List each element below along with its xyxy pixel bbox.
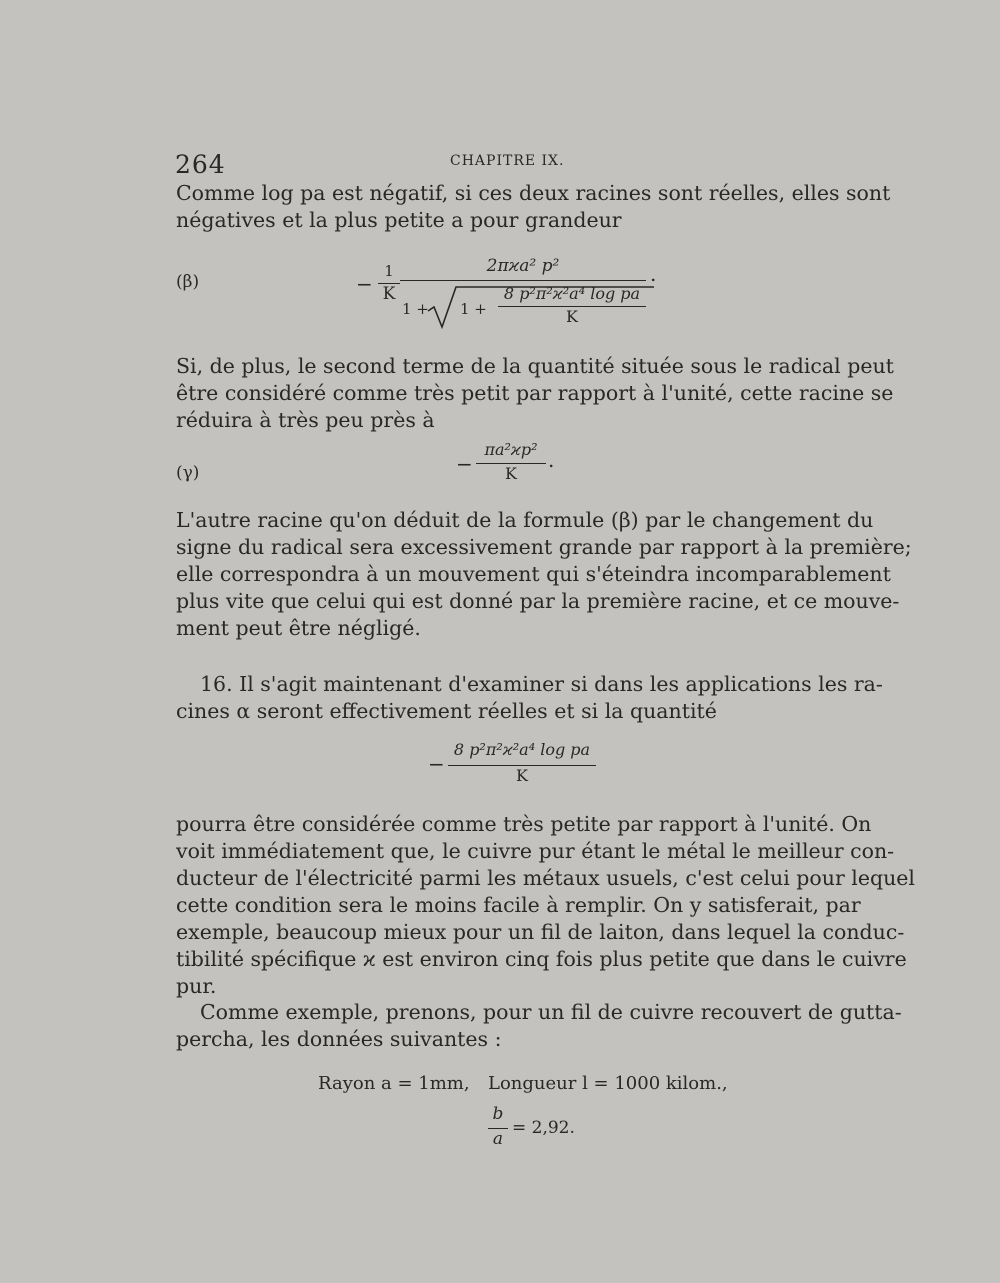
text-line: être considéré comme très petit par rapport à l'unité, cette racine se: [176, 381, 894, 405]
fraction-denominator: K: [505, 464, 517, 483]
period: .: [548, 448, 555, 472]
denominator-left: 1 +: [402, 300, 429, 318]
minus-sign: −: [356, 272, 373, 296]
text-line: Comme log pa est négatif, si ces deux racines sont réelles, elles sont: [176, 181, 891, 205]
text-line: réduira à très peu près à: [176, 408, 435, 432]
text-line: voit immédiatement que, le cuivre pur étant le métal le meilleur con-: [176, 839, 895, 863]
fraction-numerator: 1: [384, 262, 394, 280]
page-number: 264: [175, 150, 226, 179]
minus-sign: −: [456, 452, 473, 476]
radicand-one: 1 +: [460, 300, 487, 318]
period: .: [650, 262, 657, 286]
text-line: cette condition sera le moins facile à remplir. On y satisferait, par: [176, 893, 861, 917]
text-line: L'autre racine qu'on déduit de la formule (β) par le changement du: [176, 508, 874, 532]
text-line: signe du radical sera excessivement grande par rapport à la première;: [176, 535, 912, 559]
inner-denominator: K: [566, 307, 578, 326]
paragraph-3: [176, 507, 912, 642]
equation-label: (γ): [176, 463, 200, 483]
ratio-value: = 2,92.: [512, 1118, 575, 1138]
text-line: percha, les données suivantes :: [176, 1027, 502, 1051]
text-line: ment peut être négligé.: [176, 616, 421, 640]
text-line: tibilité spécifique ϰ est environ cinq fois plus petite que dans le cuivre: [176, 947, 907, 971]
paragraph-6-first: [200, 999, 902, 1026]
text-line: ducteur de l'électricité parmi les métaux usuels, c'est celui pour lequel: [176, 866, 915, 890]
text-line: elle correspondra à un mouvement qui s'éteindra incomparablement: [176, 562, 891, 586]
text-line: pourra être considérée comme très petite par rapport à l'unité. On: [176, 812, 872, 836]
paragraph-4-first: [200, 671, 883, 698]
rayon-value: Rayon a = 1mm,: [318, 1073, 470, 1094]
ratio-numerator: b: [492, 1104, 504, 1124]
main-numerator: 2πϰa² p²: [486, 256, 560, 276]
main-fraction-bar: [400, 280, 646, 281]
text-line: exemple, beaucoup mieux pour un fil de laiton, dans lequel la conduc-: [176, 920, 905, 944]
fraction-denominator: K: [382, 284, 396, 304]
ratio-denominator: a: [492, 1129, 504, 1149]
text-line: cines α seront effectivement réelles et si la quantité: [176, 699, 717, 723]
text-line: Comme exemple, prenons, pour un fil de cuivre recouvert de gutta-: [200, 1000, 902, 1024]
paragraph-2: [176, 353, 894, 434]
minus-sign: −: [428, 752, 445, 776]
text-line: négatives et la plus petite a pour grandeur: [176, 208, 622, 232]
chapter-heading: CHAPITRE IX.: [450, 153, 565, 169]
paragraph-4-rest: [176, 698, 846, 725]
paragraph-5: [176, 811, 915, 1000]
text-line: pur.: [176, 974, 217, 998]
inner-numerator: 8 p²π²ϰ²a⁴ log pa: [503, 284, 641, 303]
text-line: Si, de plus, le second terme de la quantité située sous le radical peut: [176, 354, 894, 378]
text-line: plus vite que celui qui est donné par la première racine, et ce mouve-: [176, 589, 900, 613]
fraction-numerator: 8 p²π²ϰ²a⁴ log pa: [453, 740, 591, 759]
longueur-value: Longueur l = 1000 kilom.,: [488, 1073, 728, 1094]
fraction-numerator: πa²ϰp²: [484, 440, 538, 459]
paragraph-1: [176, 180, 891, 234]
text-line: 16. Il s'agit maintenant d'examiner si dans les applications les ra-: [200, 672, 883, 696]
paragraph-6-rest: [176, 1026, 846, 1053]
equation-label: (β): [176, 272, 200, 292]
fraction-denominator: K: [516, 766, 528, 785]
